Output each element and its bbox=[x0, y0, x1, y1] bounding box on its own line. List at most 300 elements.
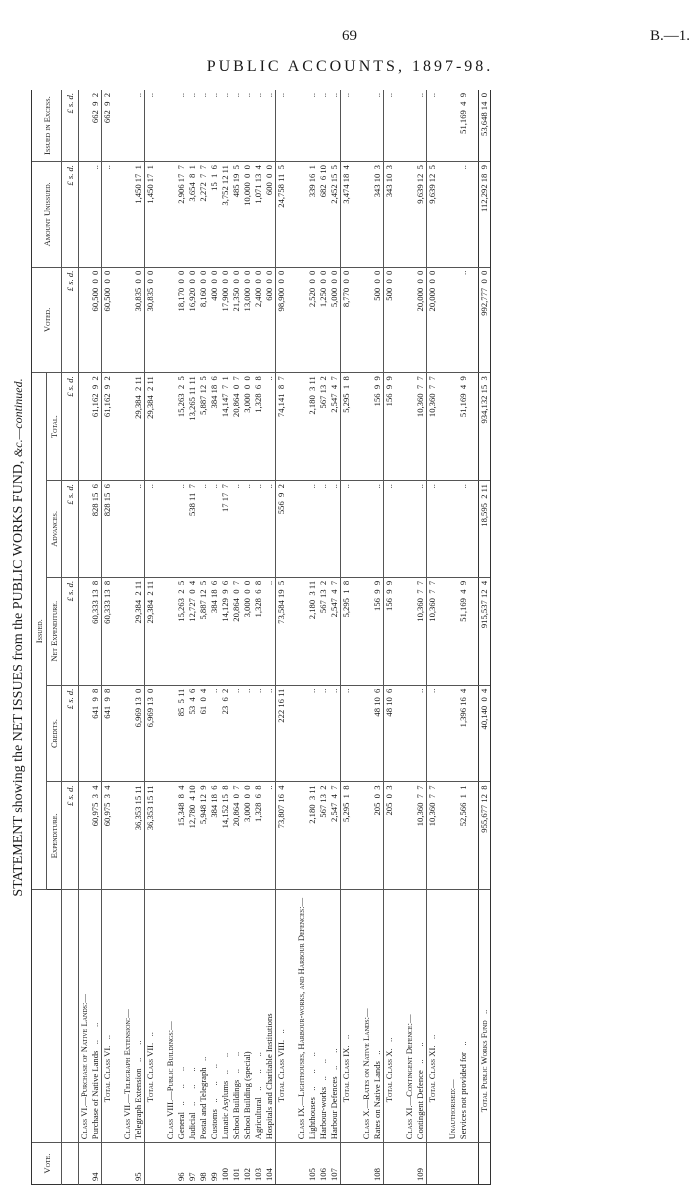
expenditure-cell: 15,348 8 4 bbox=[176, 782, 187, 890]
vote-number: 100 bbox=[220, 1143, 231, 1185]
net-expenditure-cell: 73,584 19 5 bbox=[276, 577, 288, 685]
row-description: Total Class X. .. bbox=[384, 890, 396, 1143]
class-heading-row bbox=[361, 90, 372, 1185]
vote-number: 106 bbox=[318, 1143, 329, 1185]
advances-cell: 828 15 6 bbox=[90, 481, 102, 578]
expenditure-cell: 10,360 7 7 bbox=[427, 782, 439, 890]
unit-label: £ s. d. bbox=[62, 90, 79, 162]
grand-total-row bbox=[479, 90, 491, 1185]
table-row bbox=[176, 90, 187, 1185]
advances-cell bbox=[122, 481, 133, 578]
row-description: Telegraph Extension .. .. bbox=[133, 890, 145, 1143]
issued-in-excess-cell bbox=[447, 90, 458, 162]
vote-number: 107 bbox=[329, 1143, 341, 1185]
amount-unissued-cell: 3,654 8 1 bbox=[187, 162, 198, 268]
net-expenditure-cell: 2,180 3 11 bbox=[307, 577, 318, 685]
net-expenditure-cell: 12,727 0 4 bbox=[187, 577, 198, 685]
net-expenditure-cell: 567 13 2 bbox=[318, 577, 329, 685]
table-row bbox=[187, 90, 198, 1185]
unit-label: £ s. d. bbox=[62, 685, 79, 782]
credits-cell: .. bbox=[264, 685, 276, 782]
row-description: Total Public Works Fund .. bbox=[479, 890, 491, 1143]
net-expenditure-cell: 3,000 0 0 bbox=[242, 577, 253, 685]
issued-in-excess-cell: .. bbox=[231, 90, 242, 162]
class-heading-row bbox=[122, 90, 133, 1185]
voted-cell: 17,900 0 0 bbox=[220, 267, 231, 373]
expenditure-cell bbox=[361, 782, 372, 890]
vote-number bbox=[165, 1143, 176, 1185]
issued-in-excess-cell: .. bbox=[264, 90, 276, 162]
spacer-row bbox=[438, 90, 447, 1185]
issued-in-excess-cell: .. bbox=[329, 90, 341, 162]
amount-unissued-cell: 112,292 18 9 bbox=[479, 162, 491, 268]
table-row bbox=[209, 90, 220, 1185]
class-total-row bbox=[276, 90, 288, 1185]
net-expenditure-cell: 51,169 4 9 bbox=[458, 577, 469, 685]
credits-cell bbox=[79, 685, 91, 782]
spacer-row bbox=[287, 90, 296, 1185]
unit-label: £ s. d. bbox=[62, 481, 79, 578]
issued-in-excess-cell: .. bbox=[427, 90, 439, 162]
total-cell bbox=[122, 373, 133, 481]
expenditure-cell: 52,566 1 1 bbox=[458, 782, 469, 890]
row-description: General .. .. .. bbox=[176, 890, 187, 1143]
advances-cell: .. bbox=[209, 481, 220, 578]
net-expenditure-cell bbox=[361, 577, 372, 685]
spacer-row bbox=[395, 90, 404, 1185]
table-row bbox=[253, 90, 264, 1185]
net-expenditure-cell: 10,360 7 7 bbox=[427, 577, 439, 685]
amount-unissued-cell bbox=[361, 162, 372, 268]
vote-number: 97 bbox=[187, 1143, 198, 1185]
net-expenditure-cell bbox=[79, 577, 91, 685]
credits-cell: 6,969 13 0 bbox=[133, 685, 145, 782]
voted-cell: 30,835 0 0 bbox=[133, 267, 145, 373]
net-expenditure-cell: 5,295 1 8 bbox=[341, 577, 353, 685]
row-description: Total Class IX. .. bbox=[341, 890, 353, 1143]
voted-cell bbox=[447, 267, 458, 373]
vote-number: 108 bbox=[372, 1143, 384, 1185]
units-row bbox=[62, 90, 79, 1185]
col-advances: Advances. bbox=[47, 481, 62, 578]
table-row bbox=[90, 90, 102, 1185]
issued-in-excess-cell: 53,648 14 0 bbox=[479, 90, 491, 162]
col-vote: Vote. bbox=[32, 1143, 62, 1185]
vote-number bbox=[479, 1143, 491, 1185]
vote-number: 103 bbox=[253, 1143, 264, 1185]
expenditure-cell: 567 13 2 bbox=[318, 782, 329, 890]
credits-cell: 1,396 16 4 bbox=[458, 685, 469, 782]
total-cell: .. bbox=[264, 373, 276, 481]
col-issued-in-excess: Issued in Excess. bbox=[32, 90, 62, 162]
spacer-row bbox=[156, 90, 165, 1185]
total-cell: 5,887 12 5 bbox=[198, 373, 209, 481]
advances-cell: .. bbox=[415, 481, 427, 578]
issued-in-excess-cell: .. bbox=[276, 90, 288, 162]
advances-cell bbox=[296, 481, 307, 578]
net-expenditure-cell: 156 9 9 bbox=[372, 577, 384, 685]
voted-cell: 400 0 0 bbox=[209, 267, 220, 373]
total-cell: 384 18 6 bbox=[209, 373, 220, 481]
net-expenditure-cell: 2,547 4 7 bbox=[329, 577, 341, 685]
credits-cell: .. bbox=[318, 685, 329, 782]
amount-unissued-cell bbox=[296, 162, 307, 268]
amount-unissued-cell: 24,758 11 5 bbox=[276, 162, 288, 268]
total-cell: 3,000 0 0 bbox=[242, 373, 253, 481]
amount-unissued-cell: 1,450 17 1 bbox=[133, 162, 145, 268]
expenditure-cell: 3,000 0 0 bbox=[242, 782, 253, 890]
table-row bbox=[415, 90, 427, 1185]
class-heading-row bbox=[296, 90, 307, 1185]
issued-in-excess-cell bbox=[361, 90, 372, 162]
table-row bbox=[307, 90, 318, 1185]
issued-in-excess-cell bbox=[296, 90, 307, 162]
issued-in-excess-cell: .. bbox=[415, 90, 427, 162]
credits-cell: .. bbox=[415, 685, 427, 782]
expenditure-cell: 955,677 12 8 bbox=[479, 782, 491, 890]
issued-in-excess-cell: .. bbox=[341, 90, 353, 162]
total-cell: 29,384 2 11 bbox=[145, 373, 157, 481]
issued-in-excess-cell: 662 9 2 bbox=[102, 90, 114, 162]
advances-cell bbox=[361, 481, 372, 578]
credits-cell: 222 16 11 bbox=[276, 685, 288, 782]
advances-cell: .. bbox=[176, 481, 187, 578]
total-cell: 156 9 9 bbox=[372, 373, 384, 481]
expenditure-cell: 20,864 0 7 bbox=[231, 782, 242, 890]
issued-in-excess-cell bbox=[122, 90, 133, 162]
expenditure-cell: 60,975 3 4 bbox=[90, 782, 102, 890]
amount-unissued-cell: 2,906 17 7 bbox=[176, 162, 187, 268]
net-expenditure-cell: .. bbox=[264, 577, 276, 685]
voted-cell bbox=[165, 267, 176, 373]
amount-unissued-cell: 3,752 12 11 bbox=[220, 162, 231, 268]
table-row bbox=[318, 90, 329, 1185]
total-cell: 20,864 0 7 bbox=[231, 373, 242, 481]
row-description: Judicial .. .. .. bbox=[187, 890, 198, 1143]
total-cell: 1,328 6 8 bbox=[253, 373, 264, 481]
amount-unissued-cell: 3,474 18 4 bbox=[341, 162, 353, 268]
credits-cell: .. bbox=[341, 685, 353, 782]
total-cell bbox=[361, 373, 372, 481]
spacer-row bbox=[113, 90, 122, 1185]
total-cell bbox=[79, 373, 91, 481]
table-body bbox=[79, 90, 491, 1185]
statement-title-continued: &c.—continued. bbox=[11, 378, 25, 458]
row-description: Rates on Native Lands .. bbox=[372, 890, 384, 1143]
issued-in-excess-cell: .. bbox=[198, 90, 209, 162]
amount-unissued-cell: 9,639 12 5 bbox=[427, 162, 439, 268]
net-expenditure-cell: 1,328 6 8 bbox=[253, 577, 264, 685]
table-row bbox=[329, 90, 341, 1185]
advances-cell: 17 17 7 bbox=[220, 481, 231, 578]
total-cell bbox=[165, 373, 176, 481]
advances-cell: 828 15 6 bbox=[102, 481, 114, 578]
credits-cell bbox=[296, 685, 307, 782]
net-expenditure-cell: 10,360 7 7 bbox=[415, 577, 427, 685]
total-cell: 10,360 7 7 bbox=[415, 373, 427, 481]
table-row bbox=[231, 90, 242, 1185]
total-cell: 15,263 2 5 bbox=[176, 373, 187, 481]
credits-cell bbox=[361, 685, 372, 782]
vote-number bbox=[341, 1143, 353, 1185]
expenditure-cell: 60,975 3 4 bbox=[102, 782, 114, 890]
vote-number bbox=[404, 1143, 415, 1185]
advances-cell: .. bbox=[242, 481, 253, 578]
statement-title bbox=[5, 90, 31, 1185]
expenditure-cell: 1,328 6 8 bbox=[253, 782, 264, 890]
total-cell bbox=[447, 373, 458, 481]
expenditure-cell: 384 18 6 bbox=[209, 782, 220, 890]
advances-cell: .. bbox=[341, 481, 353, 578]
row-description: Services not provided for .. bbox=[458, 890, 469, 1143]
credits-cell: 85 5 11 bbox=[176, 685, 187, 782]
row-description: Purchase of Native Lands .. .. bbox=[90, 890, 102, 1143]
voted-cell bbox=[79, 267, 91, 373]
amount-unissued-cell: 339 16 1 bbox=[307, 162, 318, 268]
vote-number: 101 bbox=[231, 1143, 242, 1185]
row-description: Total Class XI. .. bbox=[427, 890, 439, 1143]
expenditure-cell bbox=[122, 782, 133, 890]
net-expenditure-cell bbox=[404, 577, 415, 685]
rotated-statement bbox=[5, 90, 695, 1185]
voted-cell: 30,835 0 0 bbox=[145, 267, 157, 373]
credits-cell: .. bbox=[242, 685, 253, 782]
row-description: Hospitals and Charitable Institutions bbox=[264, 890, 276, 1143]
total-cell: 156 9 9 bbox=[384, 373, 396, 481]
credits-cell: .. bbox=[329, 685, 341, 782]
issued-in-excess-cell: .. bbox=[209, 90, 220, 162]
vote-number: 109 bbox=[415, 1143, 427, 1185]
advances-cell bbox=[165, 481, 176, 578]
credits-cell: 48 10 6 bbox=[372, 685, 384, 782]
expenditure-cell: 10,360 7 7 bbox=[415, 782, 427, 890]
voted-cell: 1,250 0 0 bbox=[318, 267, 329, 373]
row-description: Lunatic Asylums .. .. bbox=[220, 890, 231, 1143]
expenditure-cell: 14,152 15 8 bbox=[220, 782, 231, 890]
vote-number bbox=[102, 1143, 114, 1185]
total-cell: 29,384 2 11 bbox=[133, 373, 145, 481]
credits-cell: .. bbox=[307, 685, 318, 782]
issued-in-excess-cell bbox=[404, 90, 415, 162]
advances-cell: .. bbox=[372, 481, 384, 578]
class-total-row bbox=[102, 90, 114, 1185]
issued-in-excess-cell: .. bbox=[253, 90, 264, 162]
row-description: Class VI.—Purchase of Native Lands:— bbox=[79, 890, 91, 1143]
vote-number bbox=[122, 1143, 133, 1185]
issued-in-excess-cell: .. bbox=[372, 90, 384, 162]
row-description: Class X.—Rates on Native Lands:— bbox=[361, 890, 372, 1143]
unit-label: £ s. d. bbox=[62, 162, 79, 268]
credits-cell: 6,969 13 0 bbox=[145, 685, 157, 782]
class-heading-row bbox=[404, 90, 415, 1185]
class-total-row bbox=[427, 90, 439, 1185]
col-description bbox=[32, 890, 62, 1143]
amount-unissued-cell: 682 6 10 bbox=[318, 162, 329, 268]
amount-unissued-cell: 1,071 13 4 bbox=[253, 162, 264, 268]
net-expenditure-cell: 29,384 2 11 bbox=[145, 577, 157, 685]
row-description: Class VIII.—Public Buildings:— bbox=[165, 890, 176, 1143]
vote-number: 95 bbox=[133, 1143, 145, 1185]
page-title: PUBLIC ACCOUNTS, 1897-98. bbox=[206, 58, 494, 75]
amount-unissued-cell: 15 1 6 bbox=[209, 162, 220, 268]
voted-cell: 18,170 0 0 bbox=[176, 267, 187, 373]
total-cell bbox=[296, 373, 307, 481]
expenditure-cell: 2,547 4 7 bbox=[329, 782, 341, 890]
vote-number bbox=[361, 1143, 372, 1185]
vote-number: 105 bbox=[307, 1143, 318, 1185]
advances-cell: .. bbox=[198, 481, 209, 578]
credits-cell: 641 9 8 bbox=[90, 685, 102, 782]
vote-number bbox=[384, 1143, 396, 1185]
vote-number: 102 bbox=[242, 1143, 253, 1185]
issued-in-excess-cell: 662 9 2 bbox=[90, 90, 102, 162]
advances-cell: .. bbox=[427, 481, 439, 578]
amount-unissued-cell: 343 10 3 bbox=[372, 162, 384, 268]
net-expenditure-cell bbox=[447, 577, 458, 685]
amount-unissued-cell bbox=[79, 162, 91, 268]
vote-number bbox=[296, 1143, 307, 1185]
vote-number bbox=[458, 1143, 469, 1185]
unit-label: £ s. d. bbox=[62, 782, 79, 890]
credits-cell: 53 4 6 bbox=[187, 685, 198, 782]
class-total-row bbox=[145, 90, 157, 1185]
vote-number bbox=[276, 1143, 288, 1185]
credits-cell: 641 9 8 bbox=[102, 685, 114, 782]
expenditure-cell: 36,353 15 11 bbox=[145, 782, 157, 890]
voted-cell: 500 0 0 bbox=[384, 267, 396, 373]
advances-cell: .. bbox=[231, 481, 242, 578]
credits-cell: 48 10 6 bbox=[384, 685, 396, 782]
table-row bbox=[264, 90, 276, 1185]
amount-unissued-cell: 2,452 15 5 bbox=[329, 162, 341, 268]
amount-unissued-cell bbox=[122, 162, 133, 268]
advances-cell: .. bbox=[318, 481, 329, 578]
row-description: Total Class VII. .. bbox=[145, 890, 157, 1143]
voted-cell: 2,520 0 0 bbox=[307, 267, 318, 373]
advances-cell: .. bbox=[329, 481, 341, 578]
class-heading-row bbox=[447, 90, 458, 1185]
credits-cell: 23 6 2 bbox=[220, 685, 231, 782]
net-expenditure-cell: 156 9 9 bbox=[384, 577, 396, 685]
credits-cell: 61 0 4 bbox=[198, 685, 209, 782]
row-description: Agricultural .. .. .. bbox=[253, 890, 264, 1143]
row-description: Harbour Defences .. .. bbox=[329, 890, 341, 1143]
issued-in-excess-cell bbox=[79, 90, 91, 162]
voted-cell: 60,500 0 0 bbox=[90, 267, 102, 373]
table-row bbox=[198, 90, 209, 1185]
expenditure-cell bbox=[447, 782, 458, 890]
voted-cell: 98,900 0 0 bbox=[276, 267, 288, 373]
net-expenditure-cell bbox=[122, 577, 133, 685]
advances-cell bbox=[404, 481, 415, 578]
vote-number bbox=[427, 1143, 439, 1185]
voted-cell: 8,770 0 0 bbox=[341, 267, 353, 373]
issued-in-excess-cell: .. bbox=[307, 90, 318, 162]
total-cell: 10,360 7 7 bbox=[427, 373, 439, 481]
advances-cell: .. bbox=[145, 481, 157, 578]
expenditure-cell: 73,807 16 4 bbox=[276, 782, 288, 890]
voted-cell: 20,000 0 0 bbox=[427, 267, 439, 373]
expenditure-cell: 12,780 4 10 bbox=[187, 782, 198, 890]
col-credits: Credits. bbox=[47, 685, 62, 782]
amount-unissued-cell: 10,000 0 0 bbox=[242, 162, 253, 268]
expenditure-cell: 36,353 15 11 bbox=[133, 782, 145, 890]
spacer-row bbox=[352, 90, 361, 1185]
voted-cell: 21,350 0 0 bbox=[231, 267, 242, 373]
table-row bbox=[220, 90, 231, 1185]
class-heading-row bbox=[79, 90, 91, 1185]
table-row bbox=[458, 90, 469, 1185]
credits-cell bbox=[122, 685, 133, 782]
advances-cell: .. bbox=[253, 481, 264, 578]
voted-cell bbox=[404, 267, 415, 373]
col-expenditure: Expenditure. bbox=[47, 782, 62, 890]
table-row bbox=[242, 90, 253, 1185]
row-description: Total Class VI. .. bbox=[102, 890, 114, 1143]
vote-number bbox=[79, 1143, 91, 1185]
issued-in-excess-cell: .. bbox=[242, 90, 253, 162]
credits-cell bbox=[165, 685, 176, 782]
total-cell: 61,162 9 2 bbox=[90, 373, 102, 481]
net-expenditure-cell: 60,333 13 8 bbox=[90, 577, 102, 685]
advances-cell: .. bbox=[264, 481, 276, 578]
statement-title-text: STATEMENT showing the NET ISSUES from the PUBLIC WORKS FUND, bbox=[11, 460, 26, 897]
voted-cell: 2,400 0 0 bbox=[253, 267, 264, 373]
issued-in-excess-cell bbox=[165, 90, 176, 162]
document-code: B.—1. bbox=[649, 28, 690, 44]
net-expenditure-cell: 14,129 9 6 bbox=[220, 577, 231, 685]
vote-number: 99 bbox=[209, 1143, 220, 1185]
row-description: Class VII.—Telegraph Extension:— bbox=[122, 890, 133, 1143]
expenditure-cell bbox=[296, 782, 307, 890]
voted-cell: 13,000 0 0 bbox=[242, 267, 253, 373]
voted-cell: 60,500 0 0 bbox=[102, 267, 114, 373]
row-description: Class IX.—Lighthouses, Harbour-works, and Harbour Defences:— bbox=[296, 890, 307, 1143]
expenditure-cell: 5,295 1 8 bbox=[341, 782, 353, 890]
expenditure-cell bbox=[404, 782, 415, 890]
total-cell: 51,169 4 9 bbox=[458, 373, 469, 481]
net-expenditure-cell bbox=[165, 577, 176, 685]
col-amount-unissued: Amount Unissued. bbox=[32, 162, 62, 268]
issued-in-excess-cell: .. bbox=[145, 90, 157, 162]
row-description: Contingent Defence .. .. bbox=[415, 890, 427, 1143]
row-description: Harbour-works .. .. bbox=[318, 890, 329, 1143]
advances-cell: .. bbox=[133, 481, 145, 578]
amount-unissued-cell: .. bbox=[90, 162, 102, 268]
col-net-expenditure: Net Expenditure. bbox=[47, 577, 62, 685]
expenditure-cell: .. bbox=[264, 782, 276, 890]
voted-cell bbox=[361, 267, 372, 373]
voted-cell: 16,920 0 0 bbox=[187, 267, 198, 373]
amount-unissued-cell: 600 0 0 bbox=[264, 162, 276, 268]
advances-cell bbox=[79, 481, 91, 578]
total-cell bbox=[404, 373, 415, 481]
amount-unissued-cell: .. bbox=[102, 162, 114, 268]
total-cell: 2,547 4 7 bbox=[329, 373, 341, 481]
issued-in-excess-cell: .. bbox=[133, 90, 145, 162]
voted-cell: .. bbox=[458, 267, 469, 373]
expenditure-cell bbox=[165, 782, 176, 890]
total-cell: 14,147 7 1 bbox=[220, 373, 231, 481]
net-expenditure-cell: 60,333 13 8 bbox=[102, 577, 114, 685]
expenditure-cell: 205 0 3 bbox=[384, 782, 396, 890]
amount-unissued-cell bbox=[165, 162, 176, 268]
voted-cell: 8,160 0 0 bbox=[198, 267, 209, 373]
total-cell: 13,265 11 11 bbox=[187, 373, 198, 481]
net-expenditure-cell: 15,263 2 5 bbox=[176, 577, 187, 685]
amount-unissued-cell bbox=[404, 162, 415, 268]
amount-unissued-cell: 9,639 12 5 bbox=[415, 162, 427, 268]
